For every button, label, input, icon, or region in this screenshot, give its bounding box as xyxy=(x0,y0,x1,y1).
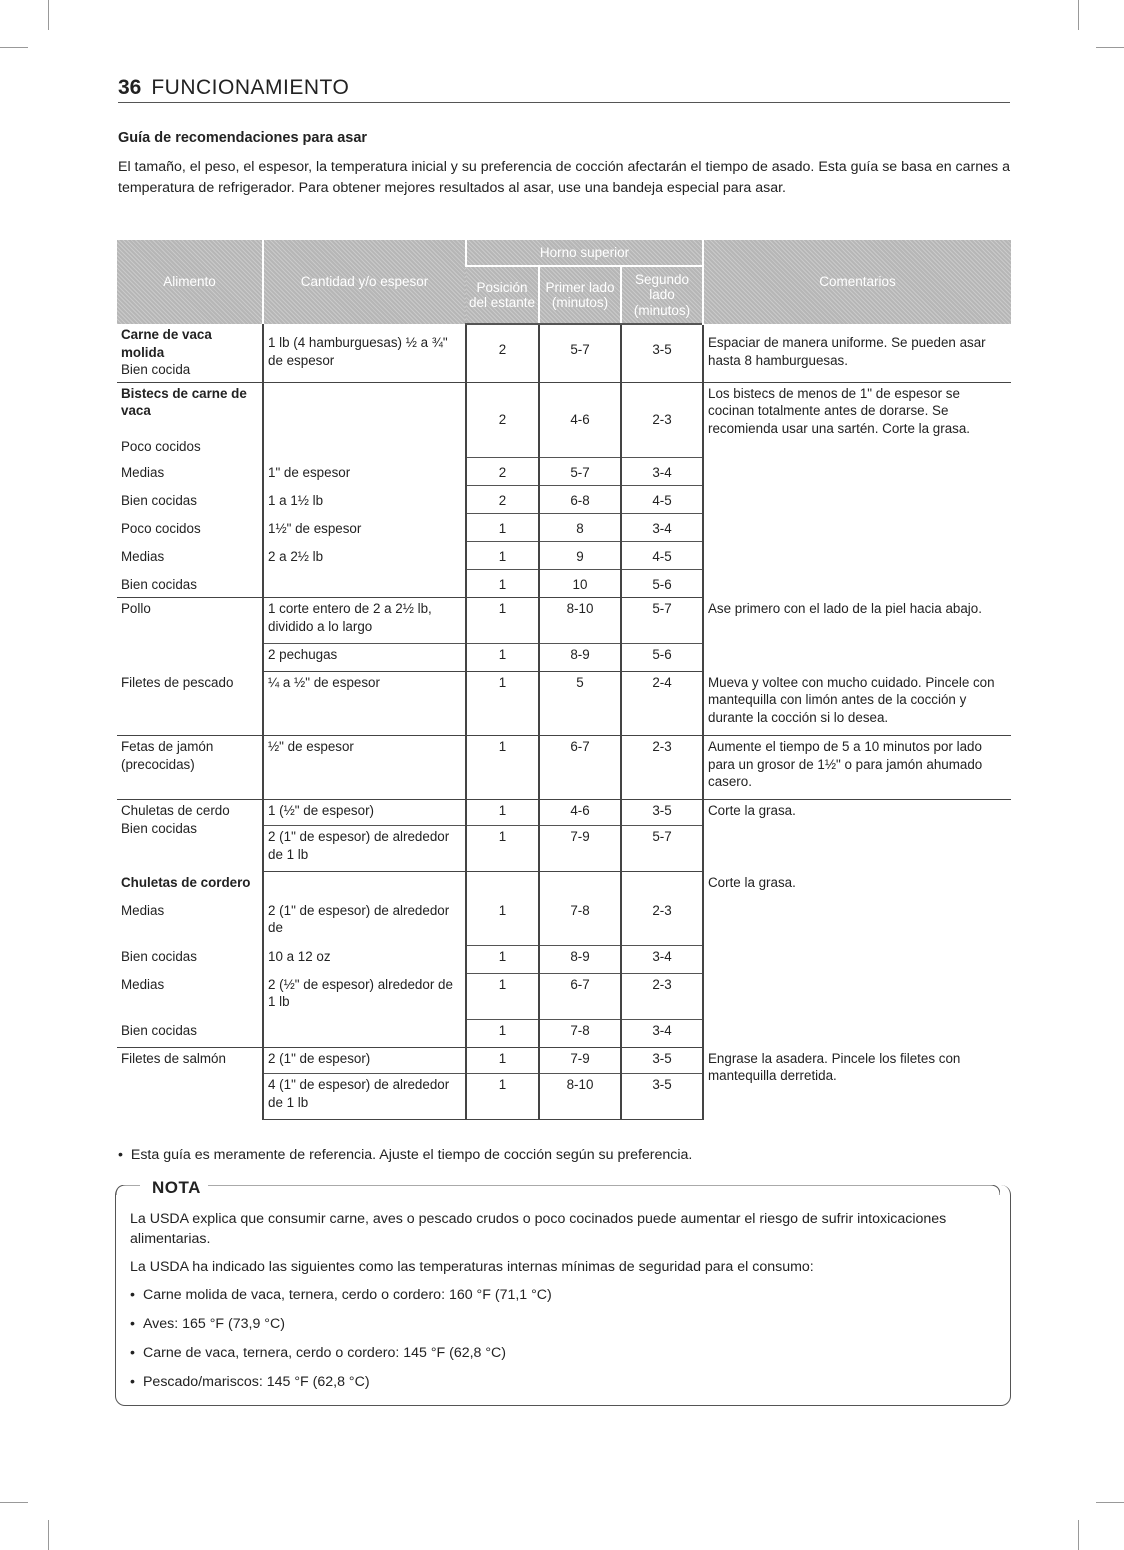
food-group-title: Chuletas de cordero xyxy=(121,874,251,890)
table-row xyxy=(117,800,1011,826)
quantity-cell: 1" de espesor xyxy=(263,458,466,486)
food-name: Filetes de salmón xyxy=(121,1051,226,1066)
rack-cell: 1 xyxy=(466,826,539,872)
first-side-cell: 8-9 xyxy=(539,946,621,974)
first-side-cell: 4-6 xyxy=(539,800,621,826)
first-side-cell: 7-9 xyxy=(539,826,621,872)
comment-cell: Mueva y voltee con mucho cuidado. Pincele con mantequilla con limón antes de la cocción y durante la cocción si lo desea. xyxy=(703,672,1011,736)
comment-cell: Engrase la asadera. Pincele los filetes con mantequilla derretida. xyxy=(708,1050,961,1083)
first-side-cell: 6-7 xyxy=(539,736,621,800)
table-row xyxy=(117,736,1011,800)
header-food: Alimento xyxy=(117,240,263,324)
quantity-cell: 2 (½" de espesor) alrededor de 1 lb xyxy=(263,974,466,1020)
list-item: • Aves: 165 °F (73,9 °C) xyxy=(130,1314,990,1334)
quantity-cell xyxy=(263,422,466,458)
rack-cell: 1 xyxy=(466,736,539,800)
second-side-cell: 4-5 xyxy=(621,486,703,514)
first-side-cell: 8-10 xyxy=(539,1074,621,1120)
second-side-cell: 3-5 xyxy=(621,800,703,826)
food-name: Fetas de jamón (precocidas) xyxy=(117,736,263,800)
first-side-cell: 7-8 xyxy=(539,898,621,946)
second-side-cell: 3-4 xyxy=(621,946,703,974)
quantity-cell: 2 (1" de espesor) de alrededor de xyxy=(263,898,466,946)
comment-cell: Aumente el tiempo de 5 a 10 minutos por lado para un grosor de 1½" o para jamón ahumado casero. xyxy=(703,736,1011,800)
first-side-cell: 5 xyxy=(539,672,621,736)
quantity-cell: 1 a 1½ lb xyxy=(263,486,466,514)
second-side-cell: 5-6 xyxy=(621,644,703,672)
rack-cell: 1 xyxy=(466,946,539,974)
second-side-cell: 2-3 xyxy=(621,382,703,458)
second-side-cell: 5-7 xyxy=(621,598,703,644)
bullet-icon: • xyxy=(118,1147,131,1163)
rack-cell: 2 xyxy=(466,486,539,514)
quantity-cell: 1 corte entero de 2 a 2½ lb, dividido a lo largo xyxy=(263,598,466,644)
header-second-side: Segundo lado (minutos) xyxy=(621,266,703,324)
nota-paragraph: La USDA explica que consumir carne, aves o pescado crudos o poco cocinados puede aumentar el riesgo de sufrir intoxicaciones alimentarias. xyxy=(130,1211,947,1247)
second-side-cell: 2-3 xyxy=(621,898,703,946)
food-doneness: Poco cocidos xyxy=(121,520,201,536)
rack-cell: 1 xyxy=(466,570,539,598)
second-side-cell: 5-7 xyxy=(621,826,703,872)
first-side-cell: 4-6 xyxy=(539,382,621,458)
quantity-cell: ¼ a ½" de espesor xyxy=(263,672,466,736)
quantity-cell: 2 a 2½ lb xyxy=(263,542,466,570)
second-side-cell: 3-5 xyxy=(621,1074,703,1120)
crop-mark xyxy=(1078,1520,1079,1550)
second-side-cell: 5-6 xyxy=(621,570,703,598)
header-quantity: Cantidad y/o espesor xyxy=(263,240,466,324)
reference-note xyxy=(118,1147,692,1163)
comment-cell: Corte la grasa. xyxy=(708,874,796,890)
food-name: Chuletas de cerdo Bien cocidas xyxy=(121,803,230,836)
nota-paragraph: La USDA ha indicado las siguientes como las temperaturas internas mínimas de seguridad para el consumo: xyxy=(130,1259,814,1275)
nota-content xyxy=(130,1209,990,1401)
crop-mark xyxy=(1078,0,1079,30)
rack-cell: 2 xyxy=(466,382,539,458)
reference-note-text: Esta guía es meramente de referencia. Ajuste el tiempo de cocción según su preferencia. xyxy=(130,1147,693,1163)
second-side-cell: 2-4 xyxy=(621,672,703,736)
list-item: • Carne de vaca, ternera, cerdo o cordero: 145 °F (62,8 °C) xyxy=(130,1343,990,1363)
first-side-cell: 8 xyxy=(539,514,621,542)
quantity-cell: 10 a 12 oz xyxy=(263,946,466,974)
intro-paragraph: El tamaño, el peso, el espesor, la temperatura inicial y su preferencia de cocción afectarán el tiempo de asado. Esta guía se basa en carnes a temperatura de refrigerador. Para obtener mejores resultados al asar, use una bandeja especial para asar. xyxy=(118,159,1010,196)
rack-cell: 1 xyxy=(466,1020,539,1048)
section-title: FUNCIONAMIENTO xyxy=(151,76,350,99)
food-doneness: Poco cocidos xyxy=(121,439,201,454)
crop-mark xyxy=(1096,1502,1124,1503)
rack-cell: 1 xyxy=(466,800,539,826)
quantity-cell: 1 (½" de espesor) xyxy=(263,800,466,826)
first-side-cell: 5-7 xyxy=(539,458,621,486)
quantity-cell: 2 (1" de espesor) xyxy=(263,1048,466,1074)
quantity-cell: 2 (1" de espesor) de alrededor de 1 lb xyxy=(263,826,466,872)
table-row xyxy=(117,1048,1011,1074)
first-side-cell: 6-7 xyxy=(539,974,621,1020)
second-side-cell: 3-4 xyxy=(621,514,703,542)
food-doneness: Bien cocidas xyxy=(121,948,197,964)
food-doneness: Medias xyxy=(121,548,165,564)
first-side-cell: 8-9 xyxy=(539,644,621,672)
list-item: • Carne molida de vaca, ternera, cerdo o cordero: 160 °F (71,1 °C) xyxy=(130,1285,990,1305)
food-name: Carne de vaca molida xyxy=(121,327,212,360)
rack-cell: 1 xyxy=(466,1074,539,1120)
food-doneness: Medias xyxy=(121,464,165,480)
page-header xyxy=(118,76,1010,103)
table-row xyxy=(117,872,1011,898)
quantity-cell: 2 pechugas xyxy=(263,644,466,672)
quantity-cell: 1 lb (4 hamburguesas) ½ a ¾" de espesor xyxy=(263,324,466,382)
crop-mark xyxy=(1096,47,1124,48)
header-comments: Comentarios xyxy=(703,240,1011,324)
nota-list xyxy=(130,1285,990,1392)
rack-cell: 1 xyxy=(466,542,539,570)
comment-cell: Corte la grasa. xyxy=(708,803,796,818)
food-group-title: Bistecs de carne de vaca xyxy=(121,385,247,418)
food-name: Pollo xyxy=(121,601,151,616)
second-side-cell: 3-5 xyxy=(621,1048,703,1074)
table-row xyxy=(117,598,1011,644)
second-side-cell: 4-5 xyxy=(621,542,703,570)
header-first-side: Primer lado (minutos) xyxy=(539,266,621,324)
broil-table xyxy=(117,240,1011,1120)
quantity-cell: 4 (1" de espesor) de alrededor de 1 lb xyxy=(263,1074,466,1120)
first-side-cell: 8-10 xyxy=(539,598,621,644)
second-side-cell: 3-4 xyxy=(621,1020,703,1048)
list-item: • Pescado/mariscos: 145 °F (62,8 °C) xyxy=(130,1372,990,1392)
first-side-cell: 7-8 xyxy=(539,1020,621,1048)
rack-cell: 1 xyxy=(466,672,539,736)
food-doneness: Bien cocida xyxy=(121,362,191,377)
rack-cell: 1 xyxy=(466,598,539,644)
food-doneness: Bien cocidas xyxy=(121,492,197,508)
comment-cell: Espaciar de manera uniforme. Se pueden asar hasta 8 hamburguesas. xyxy=(703,324,1011,382)
first-side-cell: 6-8 xyxy=(539,486,621,514)
food-doneness: Medias xyxy=(121,976,165,992)
rack-cell: 1 xyxy=(466,514,539,542)
header-upper-oven: Horno superior xyxy=(466,240,703,266)
rack-cell: 1 xyxy=(466,1048,539,1074)
comment-cell: Los bistecs de menos de 1" de espesor se cocinan totalmente antes de dorarse. Se recomienda usar una sartén. Corte la grasa. xyxy=(708,385,971,436)
quantity-cell: 1½" de espesor xyxy=(263,514,466,542)
quantity-cell xyxy=(263,570,466,598)
food-doneness: Bien cocidas xyxy=(117,570,263,598)
rack-cell: 1 xyxy=(466,898,539,946)
table-row xyxy=(117,382,1011,422)
food-doneness: Medias xyxy=(121,902,165,918)
second-side-cell: 2-3 xyxy=(621,736,703,800)
crop-mark xyxy=(0,1502,28,1503)
nota-top-border xyxy=(116,1185,1000,1195)
second-side-cell: 3-4 xyxy=(621,458,703,486)
page-number: 36 xyxy=(118,76,142,99)
quantity-cell xyxy=(263,1020,466,1048)
quantity-cell: ½" de espesor xyxy=(263,736,466,800)
table-row xyxy=(117,672,1011,736)
rack-cell: 2 xyxy=(466,458,539,486)
crop-mark xyxy=(48,0,49,30)
comment-cell: Ase primero con el lado de la piel hacia abajo. xyxy=(708,600,982,616)
first-side-cell: 10 xyxy=(539,570,621,598)
first-side-cell: 7-9 xyxy=(539,1048,621,1074)
first-side-cell: 9 xyxy=(539,542,621,570)
food-doneness: Bien cocidas xyxy=(117,1020,263,1048)
rack-cell: 1 xyxy=(466,974,539,1020)
crop-mark xyxy=(0,47,28,48)
nota-label: NOTA xyxy=(148,1178,205,1198)
rack-cell: 2 xyxy=(466,324,539,382)
first-side-cell: 5-7 xyxy=(539,324,621,382)
crop-mark xyxy=(48,1520,49,1550)
second-side-cell: 2-3 xyxy=(621,974,703,1020)
table-row xyxy=(117,324,1011,382)
header-rack-position: Posición del estante xyxy=(466,266,539,324)
food-name: Filetes de pescado xyxy=(117,672,263,736)
rack-cell: 1 xyxy=(466,644,539,672)
second-side-cell: 3-5 xyxy=(621,324,703,382)
guide-title: Guía de recomendaciones para asar xyxy=(118,130,368,146)
